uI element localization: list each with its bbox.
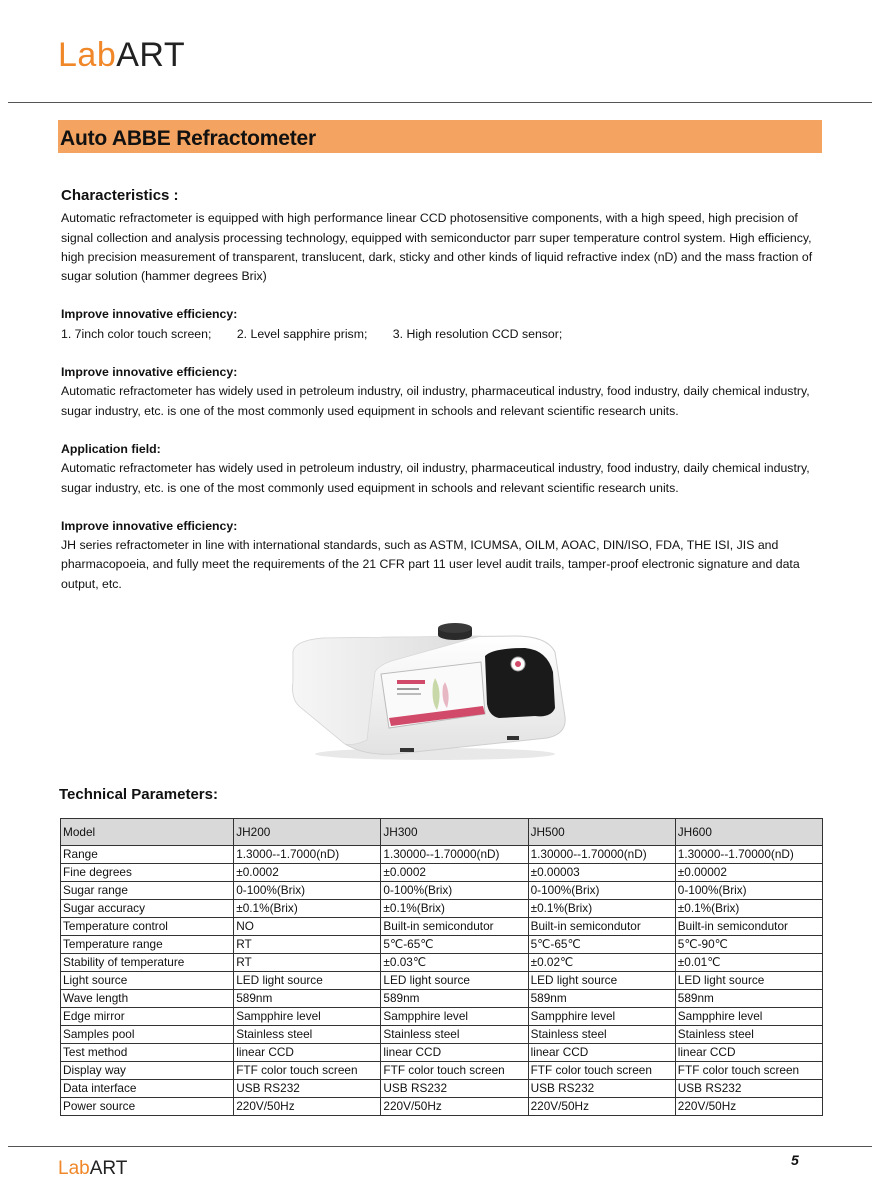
technical-parameters-heading: Technical Parameters: [59, 786, 218, 803]
table-row [61, 1098, 823, 1116]
parameter-value-cell: 1.30000--1.70000(nD) [528, 846, 675, 864]
refractometer-illustration [285, 622, 575, 762]
table-row [61, 1044, 823, 1062]
parameter-name-cell: Temperature control [61, 918, 234, 936]
parameter-value-cell: LED light source [528, 972, 675, 990]
parameter-value-cell: 589nm [675, 990, 822, 1008]
parameter-value-cell: linear CCD [675, 1044, 822, 1062]
technical-parameters-table [60, 818, 823, 1116]
parameter-name-cell: Temperature range [61, 936, 234, 954]
parameter-name-cell: Fine degrees [61, 864, 234, 882]
parameter-value-cell: 1.30000--1.70000(nD) [381, 846, 528, 864]
table-row [61, 1062, 823, 1080]
parameter-value-cell: LED light source [675, 972, 822, 990]
section-heading: Improve innovative efficiency: [61, 365, 238, 380]
footer-logo [58, 1158, 127, 1180]
parameter-value-cell: 220V/50Hz [234, 1098, 381, 1116]
table-row [61, 990, 823, 1008]
parameter-name-cell: Sugar accuracy [61, 900, 234, 918]
section-text: Automatic refractometer has widely used in petroleum industry, oil industry, pharmaceutical industry, food industry, daily chemical industry, sugar industry, etc. is one of the most commonly used equipment in schools and relevant scientific research units. [61, 384, 810, 418]
table-row [61, 1080, 823, 1098]
parameter-value-cell: 5℃-90℃ [675, 936, 822, 954]
parameter-name-cell: Light source [61, 972, 234, 990]
product-image [285, 622, 575, 762]
description-content [61, 186, 831, 594]
parameter-value-cell: Built-in semicondutor [381, 918, 528, 936]
parameter-value-cell: linear CCD [381, 1044, 528, 1062]
parameter-value-cell: 589nm [234, 990, 381, 1008]
parameter-value-cell: ±0.03℃ [381, 954, 528, 972]
table-header-row [61, 819, 823, 846]
parameter-name-cell: Stability of temperature [61, 954, 234, 972]
parameter-name-cell: Display way [61, 1062, 234, 1080]
parameter-value-cell: ±0.0002 [381, 864, 528, 882]
parameter-value-cell: ±0.1%(Brix) [528, 900, 675, 918]
parameter-value-cell: FTF color touch screen [675, 1062, 822, 1080]
parameter-name-cell: Range [61, 846, 234, 864]
table-row [61, 900, 823, 918]
section-heading: Improve innovative efficiency: [61, 518, 238, 533]
feature-item: 3. High resolution CCD sensor; [392, 326, 563, 341]
parameter-value-cell: Sampphire level [675, 1008, 822, 1026]
parameter-name-cell: Power source [61, 1098, 234, 1116]
page-title: Auto ABBE Refractometer [60, 127, 316, 150]
table-row [61, 882, 823, 900]
parameter-value-cell: Stainless steel [234, 1026, 381, 1044]
table-row [61, 954, 823, 972]
section-text: JH series refractometer in line with international standards, such as ASTM, ICUMSA, OILM, AOAC, DIN/ISO, FDA, THE ISI, JIS and pharmacopoeia, and fully meet the requirements of the 21 CFR part 11 user level audit trails, tamper-proof electronic signature and data output, etc. [61, 538, 800, 591]
parameter-value-cell: Sampphire level [381, 1008, 528, 1026]
characteristics-text: Automatic refractometer is equipped with high performance linear CCD photosensitive components, with a high speed, high precision of signal collection and analysis processing technology, equipped with semiconductor parr super temperature control system. High efficiency, high precision measurement of transparent, translucent, dark, sticky and other kinds of liquid refractive index (nD) and the mass fraction of sugar solution (hammer degrees Brix) [61, 211, 813, 284]
parameter-value-cell: 0-100%(Brix) [675, 882, 822, 900]
table-row [61, 918, 823, 936]
parameter-value-cell: ±0.1%(Brix) [234, 900, 381, 918]
parameter-value-cell: linear CCD [528, 1044, 675, 1062]
parameter-value-cell: Stainless steel [675, 1026, 822, 1044]
feature-item: 2. Level sapphire prism; [236, 326, 368, 341]
feature-item: 1. 7inch color touch screen; [61, 326, 212, 341]
table-row [61, 1008, 823, 1026]
table-row [61, 936, 823, 954]
parameter-value-cell: FTF color touch screen [528, 1062, 675, 1080]
parameter-value-cell: 220V/50Hz [528, 1098, 675, 1116]
parameter-value-cell: 5℃-65℃ [381, 936, 528, 954]
parameter-value-cell: USB RS232 [234, 1080, 381, 1098]
parameter-value-cell: ±0.00003 [528, 864, 675, 882]
parameter-value-cell: USB RS232 [528, 1080, 675, 1098]
parameter-value-cell: 5℃-65℃ [528, 936, 675, 954]
parameter-value-cell: Sampphire level [528, 1008, 675, 1026]
parameter-value-cell: RT [234, 954, 381, 972]
section-text: Automatic refractometer has widely used in petroleum industry, oil industry, pharmaceutical industry, food industry, daily chemical industry, sugar industry, etc. is one of the most commonly used equipment in schools and relevant scientific research units. [61, 461, 810, 495]
parameter-name-cell: Samples pool [61, 1026, 234, 1044]
parameter-value-cell: 1.3000--1.7000(nD) [234, 846, 381, 864]
parameter-value-cell: ±0.00002 [675, 864, 822, 882]
header-cell: JH200 [234, 819, 381, 846]
parameter-name-cell: Wave length [61, 990, 234, 1008]
parameter-value-cell: Stainless steel [528, 1026, 675, 1044]
header-cell: JH600 [675, 819, 822, 846]
feature-list [61, 325, 831, 344]
parameter-value-cell: 220V/50Hz [675, 1098, 822, 1116]
parameter-value-cell: ±0.01℃ [675, 954, 822, 972]
parameter-value-cell: RT [234, 936, 381, 954]
parameter-value-cell: 0-100%(Brix) [381, 882, 528, 900]
header-cell: JH500 [528, 819, 675, 846]
parameter-value-cell: USB RS232 [675, 1080, 822, 1098]
parameter-value-cell: USB RS232 [381, 1080, 528, 1098]
parameter-value-cell: Built-in semicondutor [528, 918, 675, 936]
parameter-value-cell: LED light source [381, 972, 528, 990]
parameter-value-cell: ±0.0002 [234, 864, 381, 882]
title-banner [58, 120, 822, 153]
section-heading: Improve innovative efficiency: [61, 307, 238, 322]
page-number: 5 [791, 1152, 799, 1168]
parameter-value-cell: FTF color touch screen [234, 1062, 381, 1080]
parameter-value-cell: ±0.02℃ [528, 954, 675, 972]
parameter-value-cell: ±0.1%(Brix) [675, 900, 822, 918]
footer-logo-art-text: ART [89, 1158, 128, 1179]
section-heading: Application field: [61, 441, 161, 456]
parameter-name-cell: Data interface [61, 1080, 234, 1098]
parameter-name-cell: Sugar range [61, 882, 234, 900]
parameter-value-cell: FTF color touch screen [381, 1062, 528, 1080]
parameter-value-cell: 589nm [381, 990, 528, 1008]
brand-logo [58, 36, 185, 75]
parameter-value-cell: LED light source [234, 972, 381, 990]
footer-divider [8, 1146, 872, 1147]
characteristics-heading: Characteristics : [61, 187, 179, 204]
parameter-value-cell: Built-in semicondutor [675, 918, 822, 936]
logo-lab-text: Lab [58, 36, 117, 74]
parameter-value-cell: 220V/50Hz [381, 1098, 528, 1116]
parameter-value-cell: NO [234, 918, 381, 936]
parameter-value-cell: 589nm [528, 990, 675, 1008]
header-divider [8, 102, 872, 103]
table-row [61, 972, 823, 990]
footer-logo-lab-text: Lab [58, 1158, 90, 1179]
table-row [61, 846, 823, 864]
parameter-value-cell: 1.30000--1.70000(nD) [675, 846, 822, 864]
table-row [61, 1026, 823, 1044]
parameter-name-cell: Edge mirror [61, 1008, 234, 1026]
parameter-value-cell: Stainless steel [381, 1026, 528, 1044]
parameter-value-cell: 0-100%(Brix) [234, 882, 381, 900]
parameter-value-cell: 0-100%(Brix) [528, 882, 675, 900]
parameter-name-cell: Test method [61, 1044, 234, 1062]
header-cell: Model [61, 819, 234, 846]
parameter-value-cell: Sampphire level [234, 1008, 381, 1026]
header-cell: JH300 [381, 819, 528, 846]
parameter-value-cell: linear CCD [234, 1044, 381, 1062]
parameter-value-cell: ±0.1%(Brix) [381, 900, 528, 918]
table-row [61, 864, 823, 882]
logo-art-text: ART [116, 36, 186, 74]
